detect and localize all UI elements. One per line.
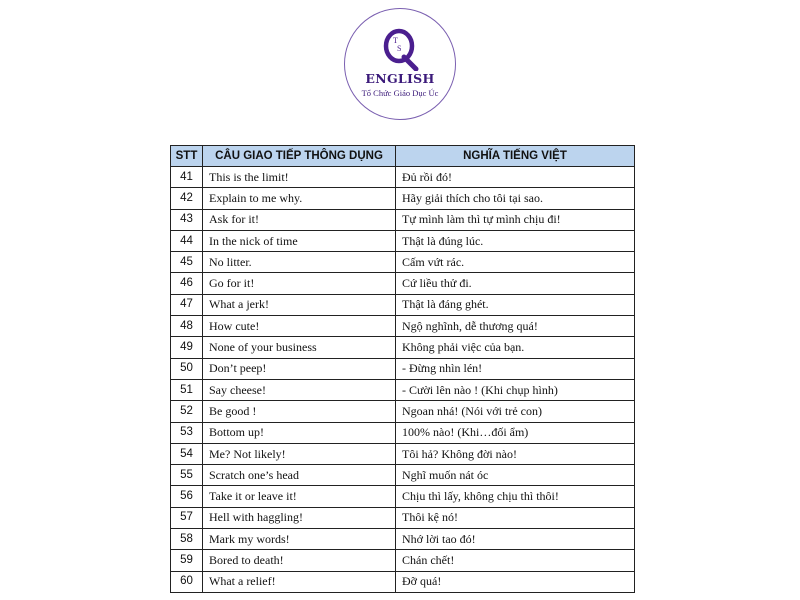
vietnamese-meaning: Ngộ nghĩnh, dễ thương quá! bbox=[396, 316, 635, 337]
english-phrase: Be good ! bbox=[203, 401, 396, 422]
vietnamese-meaning: Nghĩ muốn nát óc bbox=[396, 465, 635, 486]
table-row bbox=[171, 465, 635, 486]
vietnamese-meaning: Đỡ quá! bbox=[396, 571, 635, 592]
table-row bbox=[171, 337, 635, 358]
vietnamese-meaning: - Cười lên nào ! (Khi chụp hình) bbox=[396, 379, 635, 400]
english-phrase: Bored to death! bbox=[203, 550, 396, 571]
table-row bbox=[171, 401, 635, 422]
row-number: 46 bbox=[171, 273, 203, 294]
table-row bbox=[171, 550, 635, 571]
row-number: 48 bbox=[171, 316, 203, 337]
english-phrase: No litter. bbox=[203, 252, 396, 273]
row-number: 57 bbox=[171, 507, 203, 528]
english-phrase: What a relief! bbox=[203, 571, 396, 592]
row-number: 47 bbox=[171, 294, 203, 315]
vietnamese-meaning: Đủ rồi đó! bbox=[396, 167, 635, 188]
table-row bbox=[171, 443, 635, 464]
row-number: 45 bbox=[171, 252, 203, 273]
row-number: 56 bbox=[171, 486, 203, 507]
english-phrase: Explain to me why. bbox=[203, 188, 396, 209]
header-meaning: NGHĨA TIẾNG VIỆT bbox=[396, 146, 635, 167]
table-row bbox=[171, 358, 635, 379]
header-phrase: CÂU GIAO TIẾP THÔNG DỤNG bbox=[203, 146, 396, 167]
english-phrase: Bottom up! bbox=[203, 422, 396, 443]
row-number: 44 bbox=[171, 230, 203, 251]
english-phrase: Ask for it! bbox=[203, 209, 396, 230]
row-number: 58 bbox=[171, 529, 203, 550]
english-phrase: In the nick of time bbox=[203, 230, 396, 251]
vietnamese-meaning: 100% nào! (Khi…đối ẩm) bbox=[396, 422, 635, 443]
english-phrase: Say cheese! bbox=[203, 379, 396, 400]
brand-tagline: Tổ Chức Giáo Dục Úc bbox=[361, 88, 439, 98]
brand-name: ENGLISH bbox=[365, 71, 435, 86]
vietnamese-meaning: Chịu thì lấy, không chịu thì thôi! bbox=[396, 486, 635, 507]
table-row bbox=[171, 422, 635, 443]
vietnamese-meaning: Tôi hả? Không đời nào! bbox=[396, 443, 635, 464]
english-phrase: What a jerk! bbox=[203, 294, 396, 315]
english-phrase: Scratch one’s head bbox=[203, 465, 396, 486]
row-number: 50 bbox=[171, 358, 203, 379]
table-row bbox=[171, 273, 635, 294]
brand-logo bbox=[344, 8, 456, 120]
table-row bbox=[171, 167, 635, 188]
row-number: 60 bbox=[171, 571, 203, 592]
vietnamese-meaning: Cấm vứt rác. bbox=[396, 252, 635, 273]
table-row bbox=[171, 209, 635, 230]
row-number: 51 bbox=[171, 379, 203, 400]
table-row bbox=[171, 571, 635, 592]
monogram-t: T bbox=[393, 36, 398, 45]
vietnamese-meaning: Thật là đúng lúc. bbox=[396, 230, 635, 251]
row-number: 49 bbox=[171, 337, 203, 358]
table-row bbox=[171, 252, 635, 273]
row-number: 52 bbox=[171, 401, 203, 422]
vietnamese-meaning: Không phải việc của bạn. bbox=[396, 337, 635, 358]
english-phrase: This is the limit! bbox=[203, 167, 396, 188]
vietnamese-meaning: Cứ liều thử đi. bbox=[396, 273, 635, 294]
english-phrase: How cute! bbox=[203, 316, 396, 337]
vietnamese-meaning: Chán chết! bbox=[396, 550, 635, 571]
monogram-s: S bbox=[397, 44, 402, 53]
english-phrase: Hell with haggling! bbox=[203, 507, 396, 528]
vietnamese-meaning: Thật là đáng ghét. bbox=[396, 294, 635, 315]
row-number: 43 bbox=[171, 209, 203, 230]
table-row bbox=[171, 230, 635, 251]
row-number: 55 bbox=[171, 465, 203, 486]
row-number: 59 bbox=[171, 550, 203, 571]
english-phrase: Don’t peep! bbox=[203, 358, 396, 379]
table-row bbox=[171, 294, 635, 315]
row-number: 42 bbox=[171, 188, 203, 209]
vietnamese-meaning: Thôi kệ nó! bbox=[396, 507, 635, 528]
row-number: 54 bbox=[171, 443, 203, 464]
english-phrase: None of your business bbox=[203, 337, 396, 358]
english-phrase: Me? Not likely! bbox=[203, 443, 396, 464]
table-row bbox=[171, 379, 635, 400]
table-row bbox=[171, 507, 635, 528]
vietnamese-meaning: - Đừng nhìn lén! bbox=[396, 358, 635, 379]
table-header-row bbox=[171, 146, 635, 167]
row-number: 53 bbox=[171, 422, 203, 443]
phrases-table bbox=[170, 145, 635, 593]
vietnamese-meaning: Nhớ lời tao đó! bbox=[396, 529, 635, 550]
table-row bbox=[171, 188, 635, 209]
table-row bbox=[171, 529, 635, 550]
header-stt: STT bbox=[171, 146, 203, 167]
table-row bbox=[171, 486, 635, 507]
english-phrase: Mark my words! bbox=[203, 529, 396, 550]
vietnamese-meaning: Hãy giải thích cho tôi tại sao. bbox=[396, 188, 635, 209]
english-phrase: Go for it! bbox=[203, 273, 396, 294]
vietnamese-meaning: Ngoan nhá! (Nói với trẻ con) bbox=[396, 401, 635, 422]
row-number: 41 bbox=[171, 167, 203, 188]
table-row bbox=[171, 316, 635, 337]
vietnamese-meaning: Tự mình làm thì tự mình chịu đi! bbox=[396, 209, 635, 230]
qts-monogram-icon bbox=[382, 27, 420, 71]
english-phrase: Take it or leave it! bbox=[203, 486, 396, 507]
